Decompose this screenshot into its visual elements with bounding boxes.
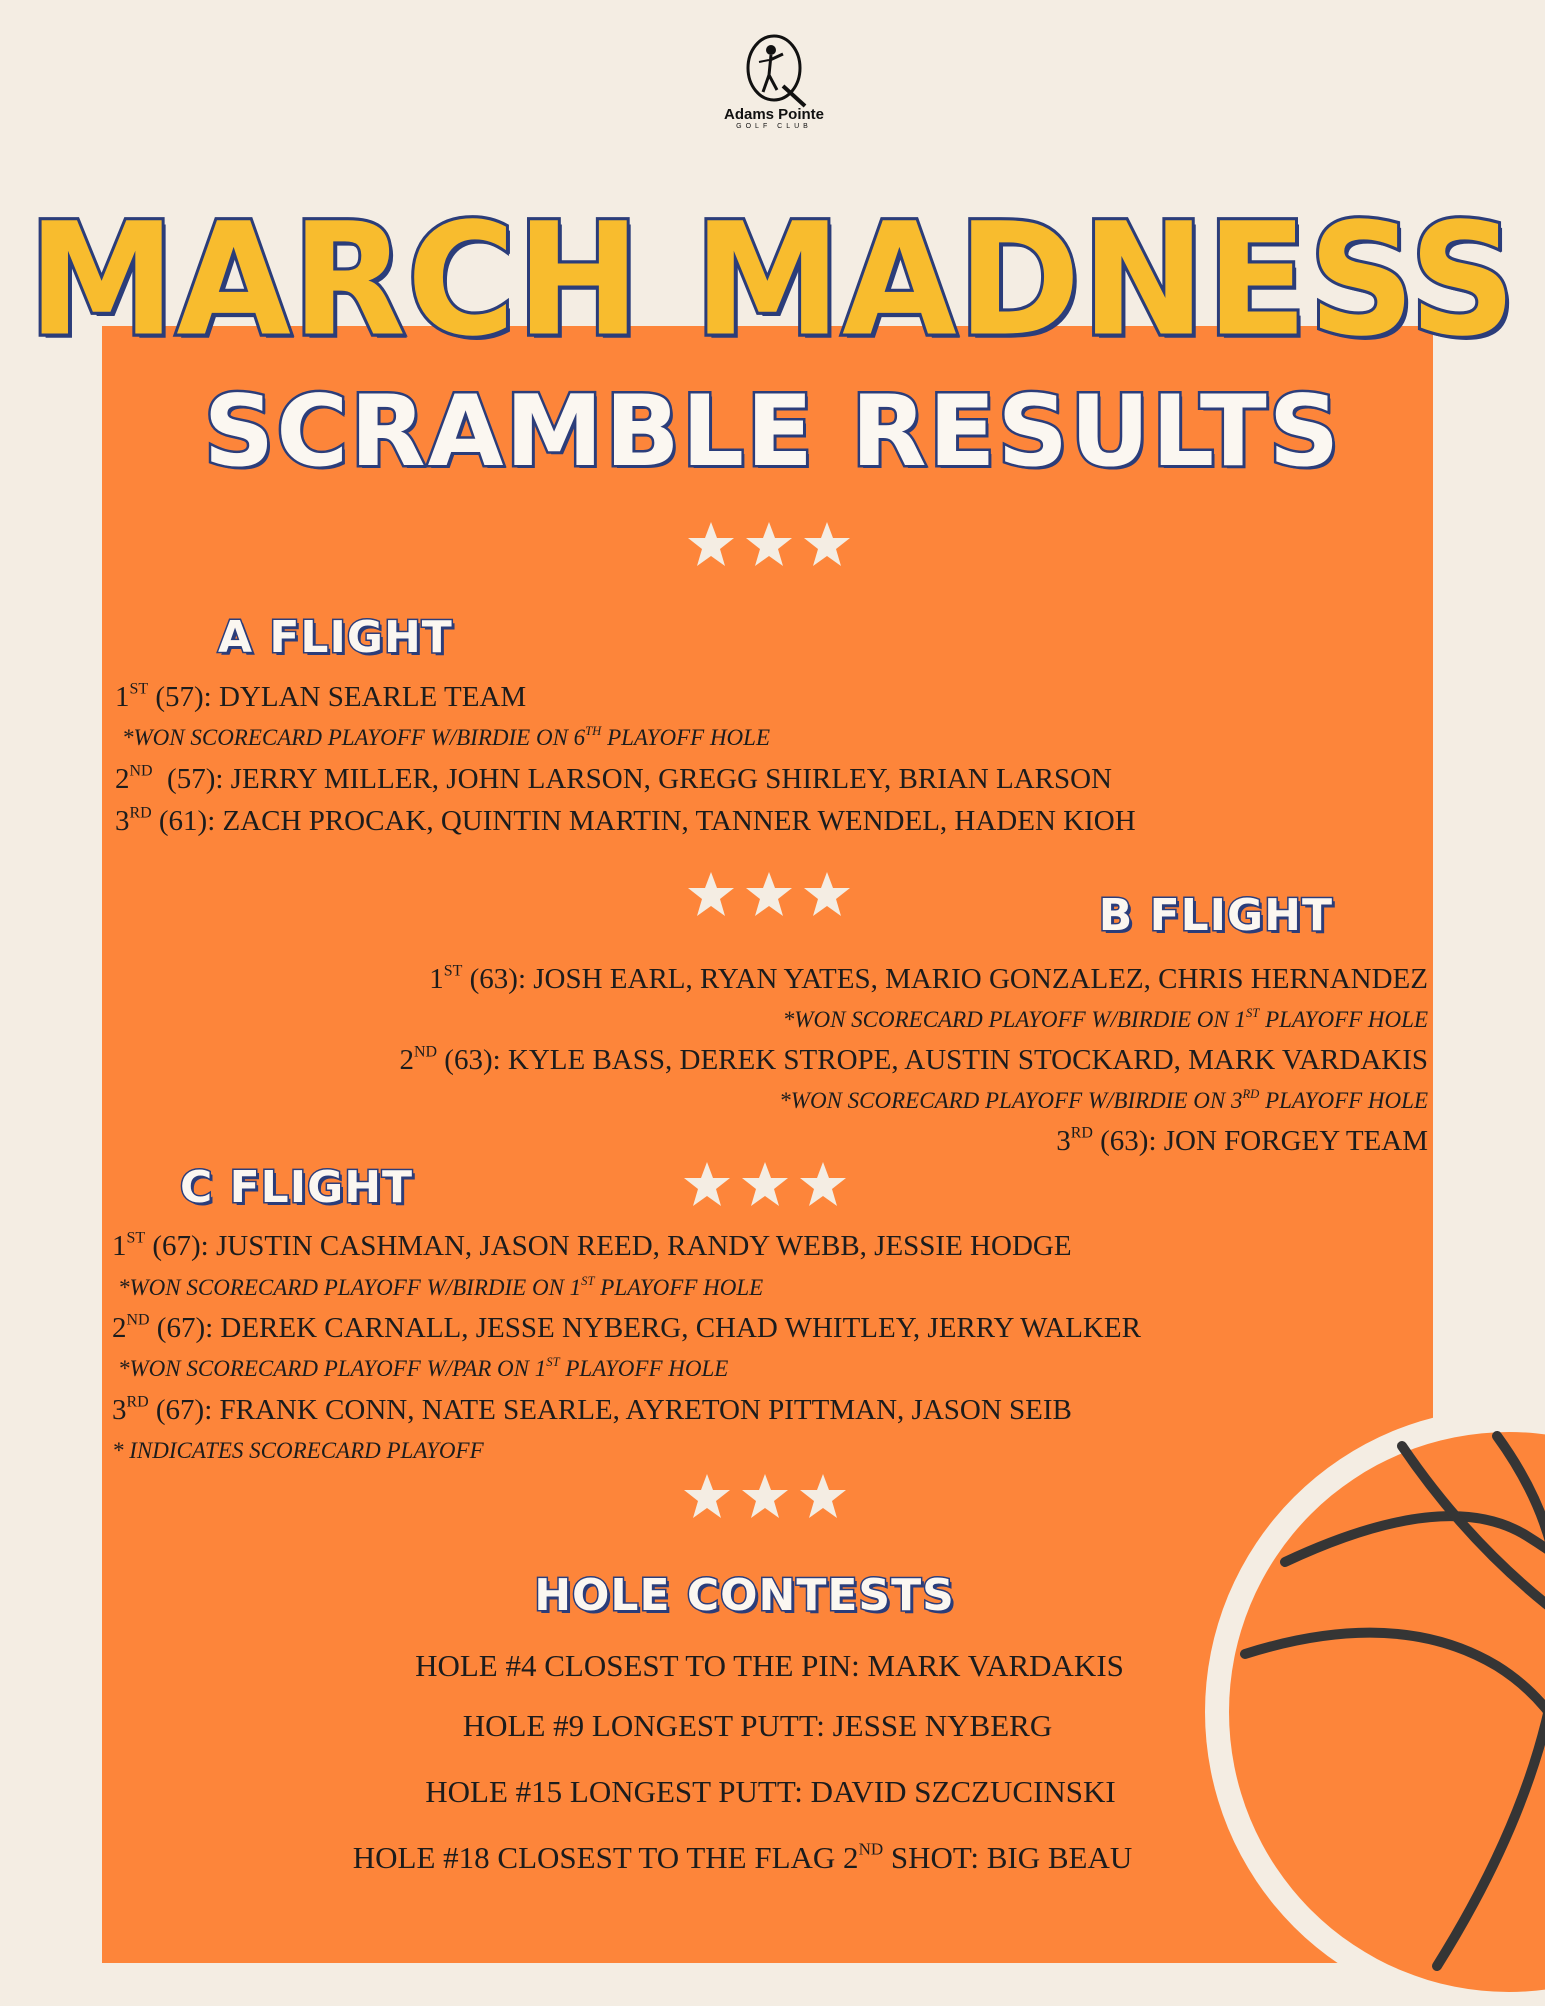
b-flight-third: 3RD (63): JON FORGEY TEAM [1056,1124,1428,1157]
c-flight-first-note: *WON SCORECARD PLAYOFF W/BIRDIE ON 1ST PLAYOFF HOLE [118,1273,764,1300]
golfer-logo-icon [739,30,809,110]
a-flight-first: 1ST (57): DYLAN SEARLE TEAM [115,680,527,713]
star-divider [682,1472,848,1520]
b-flight-first: 1ST (63): JOSH EARL, RYAN YATES, MARIO GONZALEZ, CHRIS HERNANDEZ [429,962,1428,995]
logo-subtitle: GOLF CLUB [736,123,812,130]
b-flight-second: 2ND (63): KYLE BASS, DEREK STROPE, AUSTIN STOCKARD, MARK VARDAKIS [399,1043,1428,1076]
a-flight-heading: A FLIGHT [218,612,453,663]
hole-contests-heading: HOLE CONTESTS [534,1570,955,1621]
star-icon [682,1472,732,1520]
star-icon [798,1160,848,1208]
star-icon [740,1472,790,1520]
star-icon [740,1160,790,1208]
star-divider [686,870,852,918]
main-title: MARCH MADNESS [28,189,1517,371]
a-flight-first-note: *WON SCORECARD PLAYOFF W/BIRDIE ON 6TH PLAYOFF HOLE [122,723,771,750]
club-logo [712,30,836,150]
c-flight-heading: C FLIGHT [180,1162,414,1213]
basketball-decoration [1197,1406,1545,2006]
c-flight-first: 1ST (67): JUSTIN CASHMAN, JASON REED, RANDY WEBB, JESSIE HODGE [112,1229,1072,1262]
star-icon [744,520,794,568]
b-flight-second-note: *WON SCORECARD PLAYOFF W/BIRDIE ON 3RD PLAYOFF HOLE [779,1086,1428,1113]
b-flight-heading: B FLIGHT [1098,890,1333,941]
c-flight-third: 3RD (67): FRANK CONN, NATE SEARLE, AYRETON PITTMAN, JASON SEIB [112,1393,1072,1426]
basketball-icon [1197,1406,1545,2006]
hole-9-contest: HOLE #9 LONGEST PUTT: JESSE NYBERG [462,1708,1053,1743]
star-icon [686,870,736,918]
star-icon [682,1160,732,1208]
logo-club-name: Adams Pointe [723,106,825,123]
a-flight-third: 3RD (61): ZACH PROCAK, QUINTIN MARTIN, TANNER WENDEL, HADEN KIOH [115,804,1136,837]
star-icon [802,870,852,918]
hole-4-contest: HOLE #4 CLOSEST TO THE PIN: MARK VARDAKIS [415,1648,1124,1683]
star-icon [686,520,736,568]
sub-title: SCRAMBLE RESULTS [203,375,1342,489]
a-flight-second: 2ND (57): JERRY MILLER, JOHN LARSON, GREGG SHIRLEY, BRIAN LARSON [115,762,1112,795]
star-icon [798,1472,848,1520]
c-flight-second-note: *WON SCORECARD PLAYOFF W/PAR ON 1ST PLAYOFF HOLE [118,1354,729,1381]
hole-15-contest: HOLE #15 LONGEST PUTT: DAVID SZCZUCINSKI [425,1774,1116,1809]
star-icon [744,870,794,918]
playoff-footnote: * INDICATES SCORECARD PLAYOFF [112,1438,484,1463]
star-divider [686,520,852,568]
star-divider [682,1160,848,1208]
star-icon [802,520,852,568]
c-flight-second: 2ND (67): DEREK CARNALL, JESSE NYBERG, CHAD WHITLEY, JERRY WALKER [112,1311,1141,1344]
hole-18-contest: HOLE #18 CLOSEST TO THE FLAG 2ND SHOT: BIG BEAU [352,1839,1133,1875]
b-flight-first-note: *WON SCORECARD PLAYOFF W/BIRDIE ON 1ST PLAYOFF HOLE [782,1005,1428,1032]
